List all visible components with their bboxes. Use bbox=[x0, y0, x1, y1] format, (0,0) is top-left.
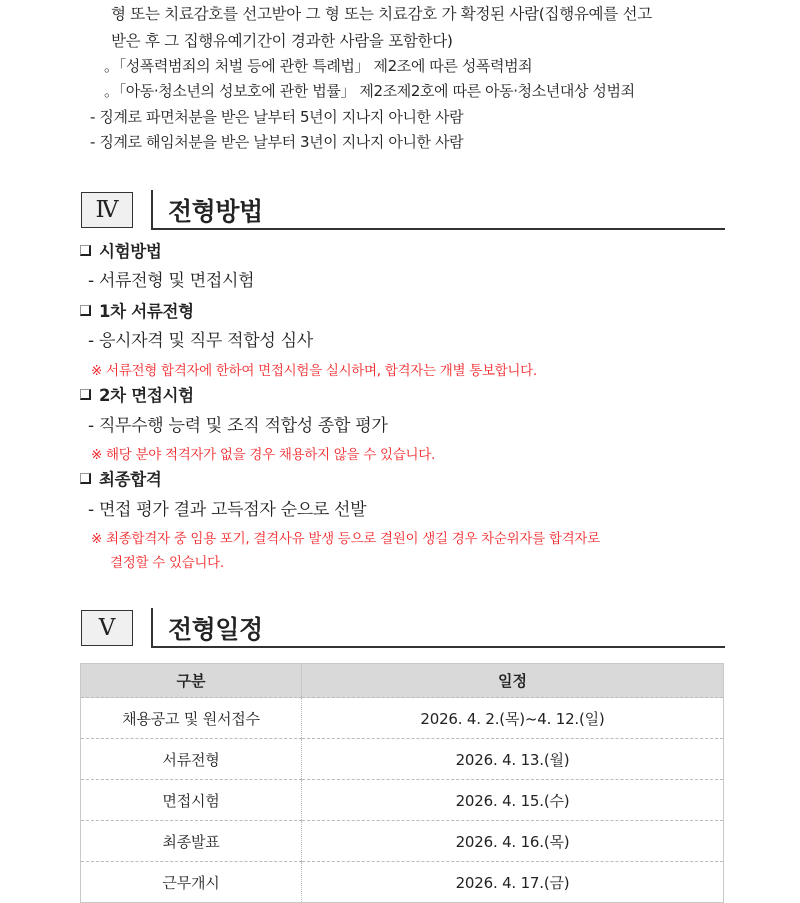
item-detail: - 직무수행 능력 및 조직 적합성 종합 평가 bbox=[88, 416, 388, 436]
item-heading: 최종합격 bbox=[80, 466, 162, 490]
dash-item: - 징계로 해임처분을 받은 날부터 3년이 지나지 아니한 사람 bbox=[90, 133, 464, 151]
section-number-box: Ⅳ bbox=[81, 192, 133, 228]
item-detail: - 면접 평가 결과 고득점자 순으로 선발 bbox=[88, 500, 367, 520]
box-bullet-icon bbox=[80, 305, 91, 316]
table-row bbox=[81, 862, 724, 903]
schedule-table bbox=[80, 663, 724, 903]
table-row bbox=[81, 821, 724, 862]
date-cell: 2026. 4. 17.(금) bbox=[302, 862, 724, 903]
stage-cell: 서류전형 bbox=[81, 739, 302, 780]
column-header: 일정 bbox=[302, 664, 724, 698]
note-text: ※ 최종합격자 중 임용 포기, 결격사유 발생 등으로 결원이 생길 경우 차순위자를 합격자로 bbox=[91, 531, 600, 547]
stage-cell: 근무개시 bbox=[81, 862, 302, 903]
stage-cell: 채용공고 및 원서접수 bbox=[81, 698, 302, 739]
section-title: 전형일정 bbox=[168, 615, 263, 644]
item-detail: - 응시자격 및 직무 적합성 심사 bbox=[88, 331, 313, 351]
continued-text-line: 받은 후 그 집행유예기간이 경과한 사람을 포함한다) bbox=[111, 32, 453, 50]
date-cell: 2026. 4. 2.(목)~4. 12.(일) bbox=[302, 698, 724, 739]
date-cell: 2026. 4. 13.(월) bbox=[302, 739, 724, 780]
section-divider bbox=[151, 190, 153, 230]
section-title: 전형방법 bbox=[168, 197, 263, 226]
item-detail: - 서류전형 및 면접시험 bbox=[88, 271, 255, 291]
item-heading: 시험방법 bbox=[80, 238, 162, 262]
section-underline bbox=[151, 646, 725, 648]
box-bullet-icon bbox=[80, 389, 91, 400]
table-row bbox=[81, 780, 724, 821]
stage-cell: 면접시험 bbox=[81, 780, 302, 821]
date-cell: 2026. 4. 16.(목) bbox=[302, 821, 724, 862]
note-text: ※ 해당 분야 적격자가 없을 경우 채용하지 않을 수 있습니다. bbox=[91, 447, 435, 463]
section-underline bbox=[151, 228, 725, 230]
table-row bbox=[81, 739, 724, 780]
date-cell: 2026. 4. 15.(수) bbox=[302, 780, 724, 821]
table-row bbox=[81, 698, 724, 739]
table-header-row bbox=[81, 664, 724, 698]
continued-text-line: 형 또는 치료감호를 선고받아 그 형 또는 치료감호 가 확정된 사람(집행유예를 선고 bbox=[111, 5, 652, 23]
dash-item: - 징계로 파면처분을 받은 날부터 5년이 지나지 아니한 사람 bbox=[90, 108, 464, 126]
section-number-box: Ⅴ bbox=[81, 610, 133, 646]
item-heading: 2차 면접시험 bbox=[80, 382, 194, 406]
section-divider bbox=[151, 608, 153, 648]
stage-cell: 최종발표 bbox=[81, 821, 302, 862]
note-text: ※ 서류전형 합격자에 한하여 면접시험을 실시하며, 합격자는 개별 통보합니다. bbox=[91, 363, 537, 379]
box-bullet-icon bbox=[80, 473, 91, 484]
sub-item: 。「아동·청소년의 성보호에 관한 법률」 제2조제2호에 따른 아동·청소년대상 성범죄 bbox=[104, 82, 635, 100]
column-header: 구분 bbox=[81, 664, 302, 698]
box-bullet-icon bbox=[80, 245, 91, 256]
item-heading: 1차 서류전형 bbox=[80, 298, 194, 322]
sub-item: 。「성폭력범죄의 처벌 등에 관한 특례법」 제2조에 따른 성폭력범죄 bbox=[104, 57, 533, 75]
note-text-continued: 결정할 수 있습니다. bbox=[110, 555, 224, 571]
